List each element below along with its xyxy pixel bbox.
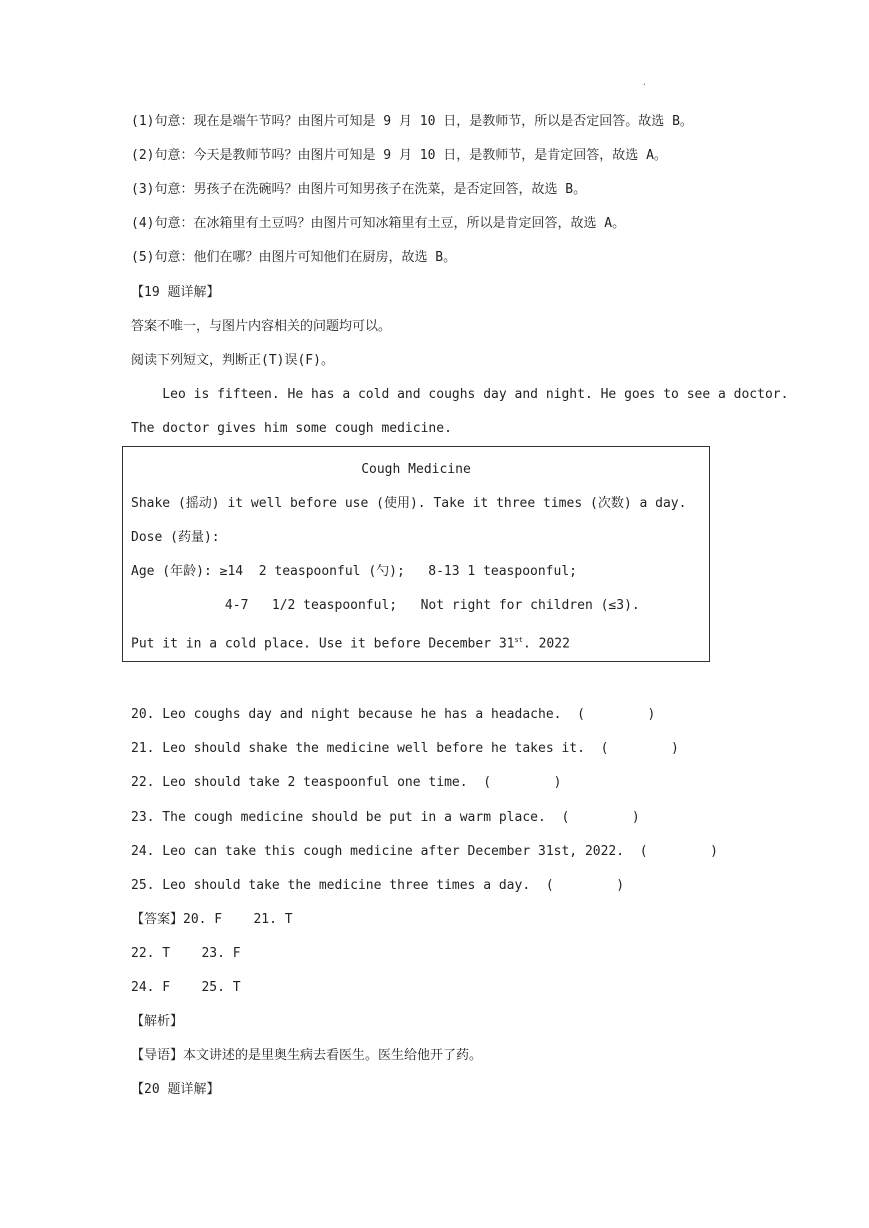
passage-line-2: The doctor gives him some cough medicine. bbox=[131, 421, 452, 436]
analysis-heading: 【解析】 bbox=[131, 1014, 184, 1029]
page-marker: · bbox=[642, 80, 647, 89]
explanation-5: (5)句意：他们在哪？由图片可知他们在厨房，故选 B。 bbox=[131, 250, 457, 265]
question-21: 21. Leo should shake the medicine well before he takes it. ( ) bbox=[131, 741, 679, 756]
storage-year: . 2022 bbox=[522, 636, 570, 652]
medicine-storage bbox=[131, 631, 570, 653]
guide-text: 【导语】本文讲述的是里奥生病去看医生。医生给他开了药。 bbox=[131, 1048, 483, 1063]
question-25: 25. Leo should take the medicine three times a day. ( ) bbox=[131, 878, 625, 893]
question-24: 24. Leo can take this cough medicine after December 31st, 2022. ( ) bbox=[131, 844, 718, 859]
medicine-dose-line-1: Age (年龄): ≥14 2 teaspoonful (勺); 8-13 1 teaspoonful; bbox=[131, 564, 577, 579]
q19-heading: 【19 题详解】 bbox=[131, 285, 220, 300]
passage-line-1: Leo is fifteen. He has a cold and coughs day and night. He goes to see a doctor. bbox=[131, 387, 789, 402]
question-22: 22. Leo should take 2 teaspoonful one time. ( ) bbox=[131, 775, 562, 790]
question-20: 20. Leo coughs day and night because he has a headache. ( ) bbox=[131, 707, 656, 722]
storage-sup: st bbox=[514, 636, 523, 644]
answers-line-2: 22. T 23. F bbox=[131, 946, 241, 961]
explanation-3: (3)句意：男孩子在洗碗吗？由图片可知男孩子在洗菜，是否定回答，故选 B。 bbox=[131, 182, 587, 197]
instruction: 阅读下列短文，判断正(T)误(F)。 bbox=[131, 353, 334, 368]
q20-heading: 【20 题详解】 bbox=[131, 1082, 220, 1097]
medicine-dose-heading: Dose (药量): bbox=[131, 530, 220, 545]
answers-line-3: 24. F 25. T bbox=[131, 980, 241, 995]
explanation-2: (2)句意：今天是教师节吗？由图片可知是 9 月 10 日，是教师节，是肯定回答，故选 A。 bbox=[131, 148, 667, 163]
answers-line-1: 【答案】20. F 21. T bbox=[131, 912, 293, 927]
q19-note: 答案不唯一，与图片内容相关的问题均可以。 bbox=[131, 319, 392, 334]
explanation-4: (4)句意：在冰箱里有土豆吗？由图片可知冰箱里有土豆，所以是肯定回答，故选 A。 bbox=[131, 216, 626, 231]
medicine-dose-line-2: 4-7 1/2 teaspoonful; Not right for children (≤3). bbox=[131, 598, 640, 613]
explanation-1: (1)句意：现在是端午节吗？由图片可知是 9 月 10 日，是教师节，所以是否定回答。故选 B。 bbox=[131, 114, 693, 129]
storage-text: Put it in a cold place. Use it before December 31 bbox=[131, 636, 515, 652]
medicine-usage: Shake (摇动) it well before use (使用). Take it three times (次数) a day. bbox=[131, 496, 687, 511]
medicine-label-box bbox=[122, 446, 710, 662]
medicine-title: Cough Medicine bbox=[361, 462, 471, 477]
question-23: 23. The cough medicine should be put in a warm place. ( ) bbox=[131, 810, 640, 825]
